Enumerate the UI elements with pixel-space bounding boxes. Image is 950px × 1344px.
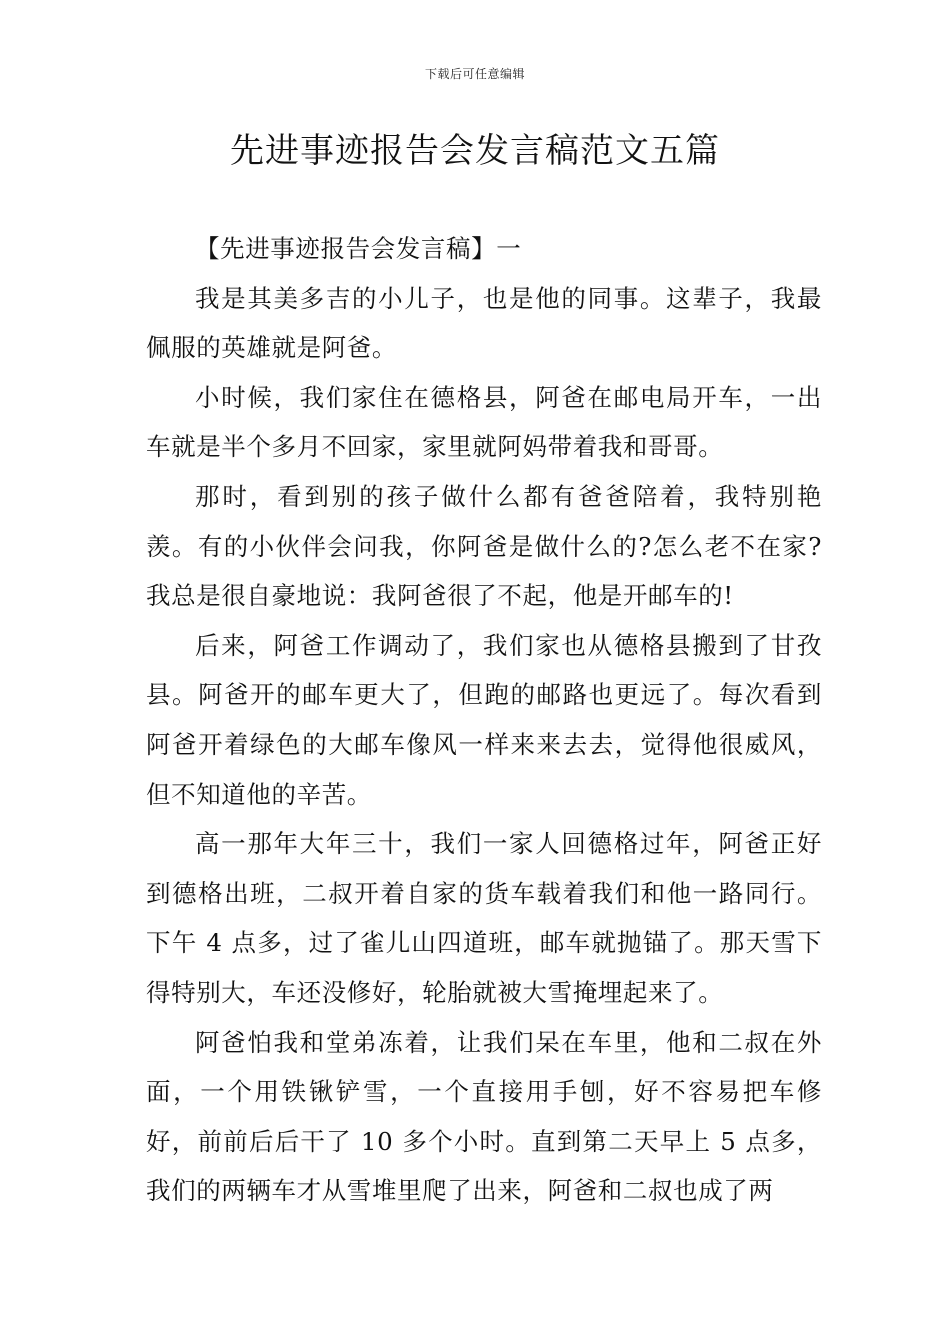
paragraph: 后来，阿爸工作调动了，我们家也从德格县搬到了甘孜县。阿爸开的邮车更大了，但跑的邮路也更远了。每次看到阿爸开着绿色的大邮车像风一样来来去去，觉得他很威风，但不知道他的辛苦。 (146, 630, 822, 809)
paragraph: 小时候，我们家住在德格县，阿爸在邮电局开车，一出车就是半个多月不回家，家里就阿妈带着我和哥哥。 (146, 382, 822, 462)
paragraph: 高一那年大年三十，我们一家人回德格过年，阿爸正好到德格出班，二叔开着自家的货车载着我们和他一路同行。下午 4 点多，过了雀儿山四道班，邮车就抛锚了。那天雪下得特别大，车还没修好，轮胎就被大雪掩埋起来了。 (146, 829, 822, 1007)
header-note: 下载后可任意编辑 (424, 67, 525, 81)
paragraph: 那时，看到别的孩子做什么都有爸爸陪着，我特别艳羡。有的小伙伴会问我，你阿爸是做什么的?怎么老不在家?我总是很自豪地说：我阿爸很了不起，他是开邮车的! (146, 481, 822, 611)
document-body (146, 224, 822, 1216)
document-title: 先进事迹报告会发言稿范文五篇 (230, 131, 720, 171)
section-heading: 【先进事迹报告会发言稿】一 (195, 234, 522, 263)
paragraph: 我是其美多吉的小儿子，也是他的同事。这辈子，我最佩服的英雄就是阿爸。 (146, 283, 822, 363)
paragraph: 阿爸怕我和堂弟冻着，让我们呆在车里，他和二叔在外面，一个用铁锹铲雪，一个直接用手刨，好不容易把车修好，前前后后干了 10 多个小时。直到第二天早上 5 点多，我们的两辆车才从雪堆里爬了出来，阿爸和二叔也成了两 (146, 1027, 822, 1206)
